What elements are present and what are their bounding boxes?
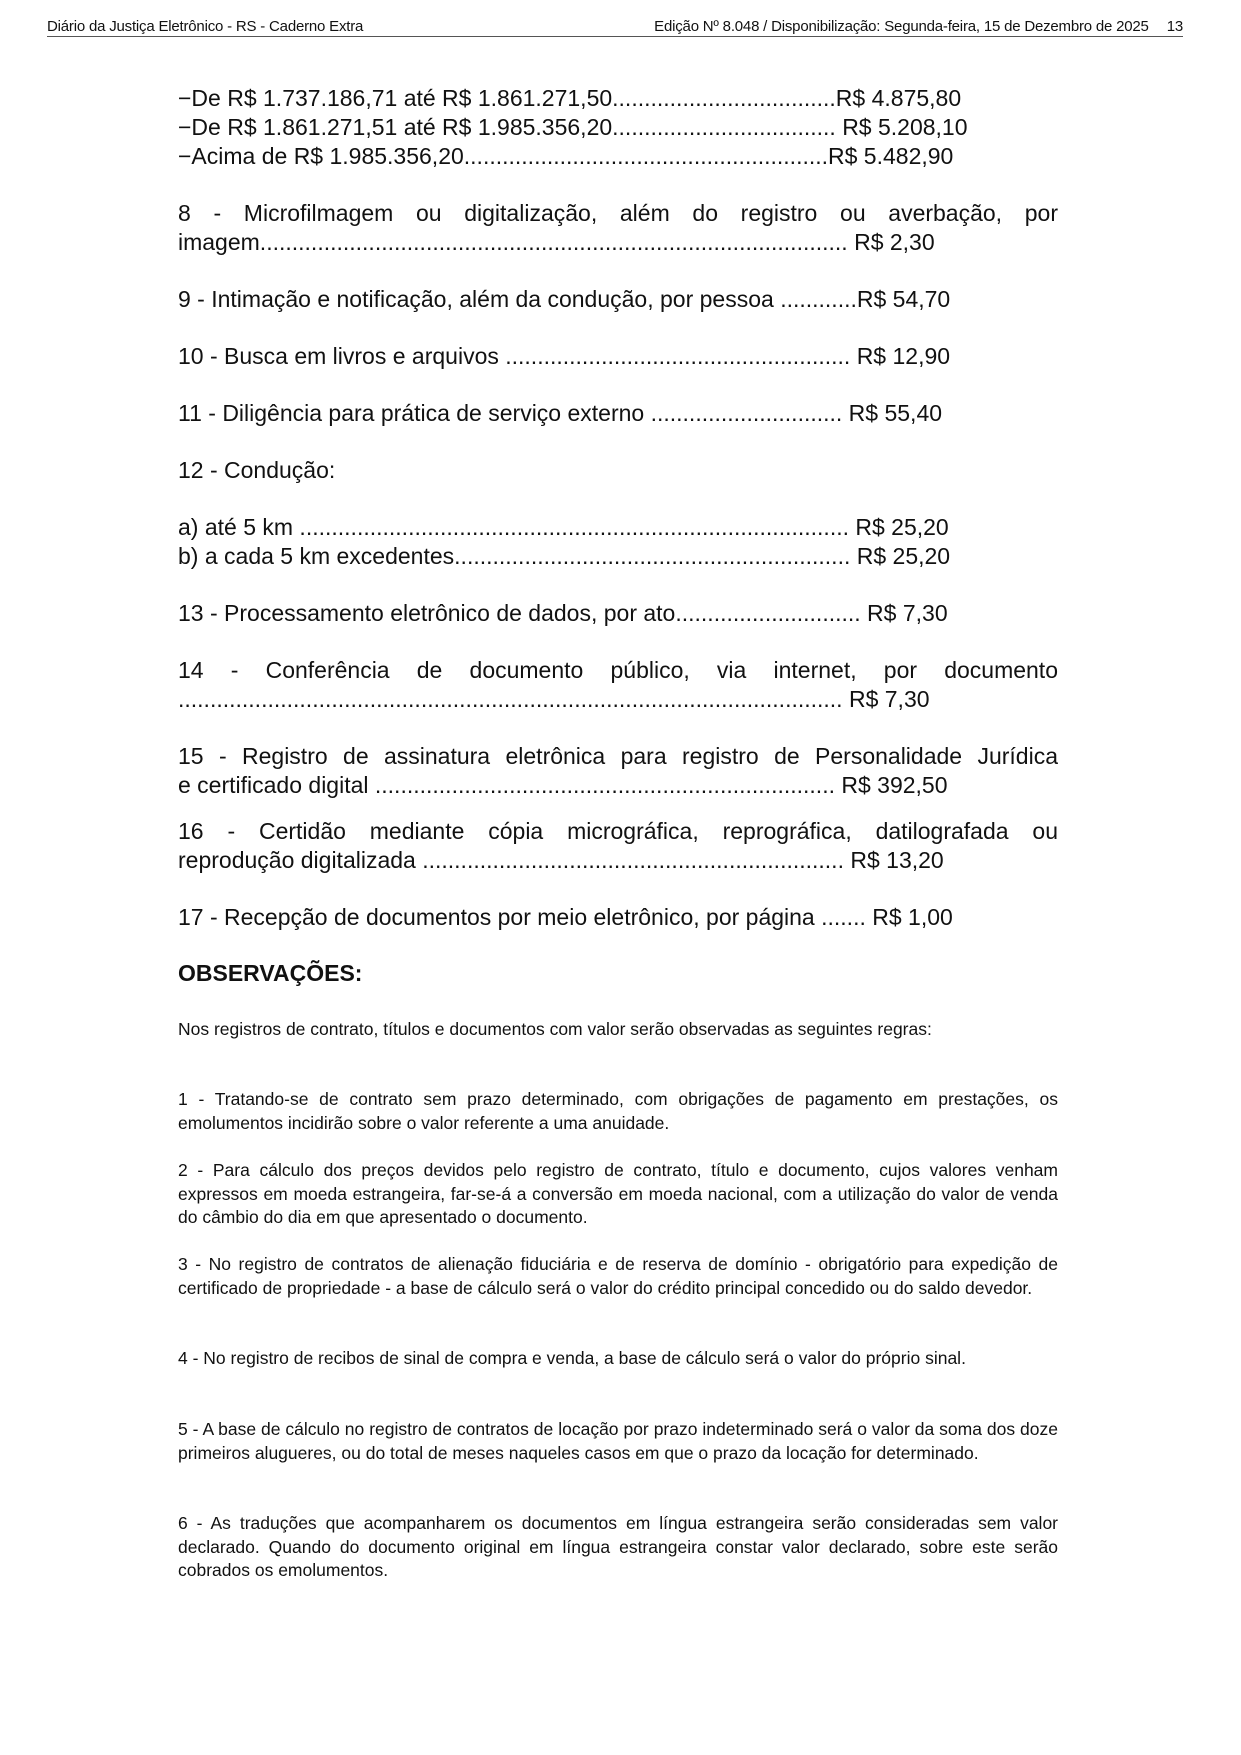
fee-item-15-line1: 15 - Registro de assinatura eletrônica para registro de Personalidade Jurídica — [178, 743, 1058, 769]
fee-item-14-line2: ........................................................................................................ R$ 7,30 — [178, 686, 930, 712]
observations-heading: OBSERVAÇÕES: — [178, 960, 363, 986]
fee-tier-row: −Acima de R$ 1.985.356,20.........................................................R$ 5.482,90 — [178, 143, 954, 169]
fee-item-8-line1: 8 - Microfilmagem ou digitalização, além do registro ou averbação, por — [178, 200, 1058, 226]
edition-info — [654, 18, 1183, 36]
fee-item-8-line2: imagem............................................................................................ R$ 2,30 — [178, 229, 935, 255]
observation-rule: 6 - As traduções que acompanharem os documentos em língua estrangeira serão consideradas sem valor declarado. Quando do documento original em língua estrangeira constar valor declarado, sobre este serão cobrados os emolumentos. — [178, 1513, 1058, 1580]
observations-intro: Nos registros de contrato, títulos e documentos com valor serão observadas as seguintes regras: — [178, 1019, 932, 1039]
fee-item-9: 9 - Intimação e notificação, além da condução, por pessoa ............R$ 54,70 — [178, 286, 951, 312]
fee-item-17: 17 - Recepção de documentos por meio eletrônico, por página ....... R$ 1,00 — [178, 904, 953, 930]
observation-rule: 5 - A base de cálculo no registro de contratos de locação por prazo indeterminado será o valor da soma dos doze primeiros alugueres, ou do total de meses naqueles casos em que o prazo da locação for determinado. — [178, 1419, 1058, 1463]
fee-item-12a: a) até 5 km ...................................................................................... R$ 25,20 — [178, 514, 949, 540]
edition-date: Edição Nº 8.048 / Disponibilização: Segunda-feira, 15 de Dezembro de 2025 — [654, 18, 1149, 35]
observation-rule: 1 - Tratando-se de contrato sem prazo determinado, com obrigações de pagamento em prestações, os emolumentos incidirão sobre o valor referente a uma anuidade. — [178, 1089, 1058, 1133]
observation-rule: 4 - No registro de recibos de sinal de compra e venda, a base de cálculo será o valor do próprio sinal. — [178, 1348, 966, 1368]
observation-rule: 3 - No registro de contratos de alienação fiduciária e de reserva de domínio - obrigatório para expedição de certificado de propriedade - a base de cálculo será o valor do crédito principal concedido ou do saldo devedor. — [178, 1254, 1058, 1298]
fee-item-16-line1: 16 - Certidão mediante cópia micrográfica, reprográfica, datilografada ou — [178, 818, 1058, 844]
fee-item-16-line2: reprodução digitalizada .................................................................. R$ 13,20 — [178, 847, 944, 873]
observation-rule: 2 - Para cálculo dos preços devidos pelo registro de contrato, título e documento, cujos valores venham expressos em moeda estrangeira, far-se-á a conversão em moeda nacional, com a utilização do valor de venda do câmbio do dia em que apresentado o documento. — [178, 1160, 1058, 1227]
fee-item-12b: b) a cada 5 km excedentes.............................................................. R$ 25,20 — [178, 543, 951, 569]
journal-title: Diário da Justiça Eletrônico - RS - Caderno Extra — [47, 18, 364, 35]
page-header — [47, 18, 1183, 37]
fee-item-12: 12 - Condução: — [178, 457, 336, 483]
page-number: 13 — [1166, 18, 1183, 35]
fee-item-14-line1: 14 - Conferência de documento público, via internet, por documento — [178, 657, 1058, 683]
fee-item-13: 13 - Processamento eletrônico de dados, por ato............................. R$ 7,30 — [178, 600, 948, 626]
fee-item-11: 11 - Diligência para prática de serviço externo .............................. R$ 55,40 — [178, 400, 943, 426]
fee-item-10: 10 - Busca em livros e arquivos ...................................................... R$ 12,90 — [178, 343, 951, 369]
fee-tier-row: −De R$ 1.737.186,71 até R$ 1.861.271,50...................................R$ 4.875,80 — [178, 85, 962, 111]
fee-item-15-line2: e certificado digital ........................................................................ R$ 392,50 — [178, 772, 948, 798]
fee-tier-row: −De R$ 1.861.271,51 até R$ 1.985.356,20................................... R$ 5.208,10 — [178, 114, 968, 140]
